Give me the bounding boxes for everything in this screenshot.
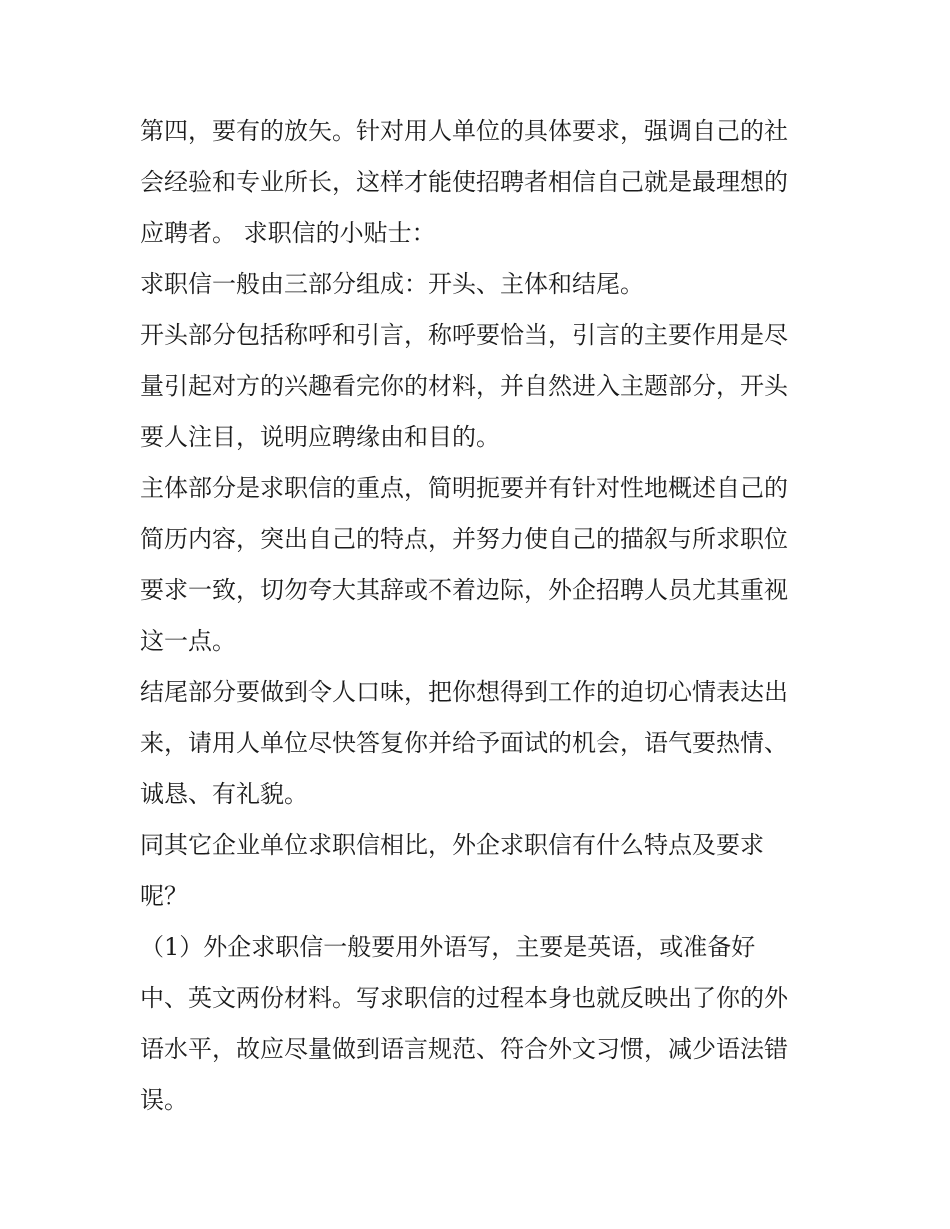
text-line: 这一点。 — [140, 627, 236, 655]
text-line: 来，请用人单位尽快答复你并给予面试的机会，语气要热情、 — [140, 729, 788, 757]
text-line: 求职信一般由三部分组成：开头、主体和结尾。 — [140, 270, 644, 298]
text-line: 结尾部分要做到令人口味，把你想得到工作的迫切心情表达出 — [140, 678, 788, 706]
text-line: 量引起对方的兴趣看完你的材料，并自然进入主题部分，开头 — [140, 372, 788, 400]
text-line: 呢？ — [140, 882, 188, 910]
text-line: （1）外企求职信一般要用外语写，主要是英语，或准备好 — [140, 933, 756, 961]
body-text — [140, 106, 830, 1126]
text-line: 要人注目，说明应聘缘由和目的。 — [140, 423, 500, 451]
text-line: 第四，要有的放矢。针对用人单位的具体要求，强调自己的社 — [140, 117, 788, 145]
text-line: 应聘者。 求职信的小贴士： — [140, 219, 436, 247]
text-line: 中、英文两份材料。写求职信的过程本身也就反映出了你的外 — [140, 984, 788, 1012]
text-line: 误。 — [140, 1086, 188, 1114]
text-line: 诚恳、有礼貌。 — [140, 780, 308, 808]
text-line: 会经验和专业所长，这样才能使招聘者相信自己就是最理想的 — [140, 168, 788, 196]
text-line: 同其它企业单位求职信相比，外企求职信有什么特点及要求 — [140, 831, 764, 859]
text-line: 简历内容，突出自己的特点，并努力使自己的描叙与所求职位 — [140, 525, 788, 553]
text-line: 主体部分是求职信的重点，简明扼要并有针对性地概述自己的 — [140, 474, 788, 502]
text-line: 语水平，故应尽量做到语言规范、符合外文习惯，减少语法错 — [140, 1035, 788, 1063]
text-line: 要求一致，切勿夸大其辞或不着边际，外企招聘人员尤其重视 — [140, 576, 788, 604]
text-line: 开头部分包括称呼和引言，称呼要恰当，引言的主要作用是尽 — [140, 321, 788, 349]
